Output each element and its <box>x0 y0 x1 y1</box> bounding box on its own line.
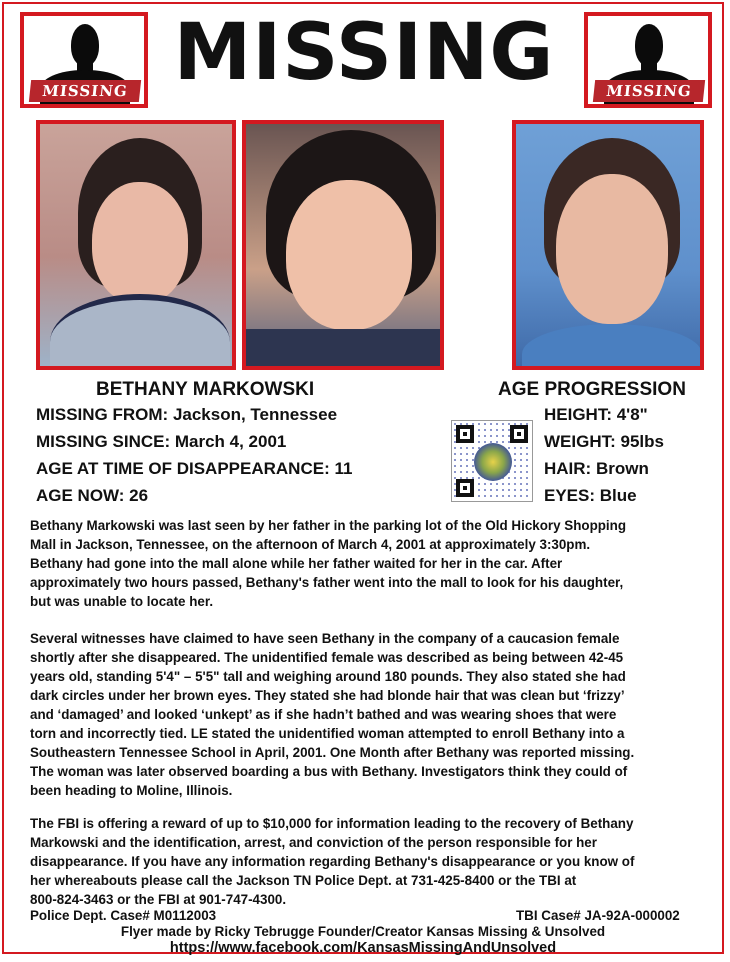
age-progression-heading: AGE PROGRESSION <box>498 379 686 400</box>
qr-finder <box>510 425 528 443</box>
text-line: been heading to Moline, Illinois. <box>30 783 233 798</box>
text-line: 800-824-3463 or the FBI at 901-747-4300. <box>30 892 287 907</box>
text-line: Markowski and the identification, arrest, and conviction of the person responsible for her <box>30 835 597 850</box>
missing-from: MISSING FROM: Jackson, Tennessee <box>36 405 338 424</box>
text-line: Bethany had gone into the mall alone while her father waited for her in the car. After <box>30 556 563 571</box>
text-line: The woman was later observed boarding a bus with Bethany. Investigators think they could of <box>30 764 628 779</box>
facebook-link[interactable]: https://www.facebook.com/KansasMissingAndUnsolved <box>169 940 557 956</box>
photo-face <box>92 182 188 304</box>
silhouette-head-icon <box>71 24 99 66</box>
text-line: but was unable to locate her. <box>30 594 214 609</box>
silhouette-head-icon <box>635 24 663 66</box>
height: HEIGHT: 4'8" <box>544 405 648 424</box>
page-title: MISSING <box>173 8 555 98</box>
text-line: disappearance. If you have any information regarding Bethany's disappearance or you know of <box>30 854 635 869</box>
age-at-disappearance: AGE AT TIME OF DISAPPEARANCE: 11 <box>36 459 353 478</box>
text-line: her whereabouts please call the Jackson TN Police Dept. at 731-425-8400 or the TBI at <box>30 873 577 888</box>
text-line: dark circles under her brown eyes. They stated she had blonde hair that was clean but ‘frizzy’ <box>30 688 625 703</box>
photo-face <box>286 180 412 330</box>
police-case-number: Police Dept. Case# M0112003 <box>30 908 217 923</box>
text-line: and ‘damaged’ and looked ‘unkept’ as if she hadn’t bathed and was wearing shoes that were <box>30 707 617 722</box>
qr-finder <box>456 425 474 443</box>
text-line: shortly after she disappeared. The unidentified female was described as being between 42-45 <box>30 650 624 665</box>
photo-age-progression <box>512 120 704 370</box>
photo-shirt <box>50 294 230 370</box>
missing-flyer <box>2 2 724 954</box>
missing-badge-label: MISSING <box>593 80 705 102</box>
text-line: torn and incorrectly tied. LE stated the unidentified woman attempted to enroll Bethany into a <box>30 726 625 741</box>
photo-shirt <box>522 324 702 370</box>
silhouette-badge-left <box>20 12 148 108</box>
text-line: Southeastern Tennessee School in April, 2001. One Month after Bethany was reported missing. <box>30 745 635 760</box>
silhouette-badge-right <box>584 12 712 108</box>
name-heading: BETHANY MARKOWSKI <box>96 379 315 400</box>
text-line: approximately two hours passed, Bethany's father went into the mall to look for his daughter, <box>30 575 624 590</box>
text-line: Mall in Jackson, Tennessee, on the afternoon of March 4, 2001 at approximately 3:30pm. <box>30 537 591 552</box>
paragraph-witnesses <box>30 629 706 800</box>
photo-child-2 <box>242 120 444 370</box>
missing-since: MISSING SINCE: March 4, 2001 <box>36 432 287 451</box>
missing-badge-label: MISSING <box>29 80 141 102</box>
text-line: The FBI is offering a reward of up to $10,000 for information leading to the recovery of Bethany <box>30 816 634 831</box>
flyer-credit: Flyer made by Ricky Tebrugge Founder/Creator Kansas Missing & Unsolved <box>120 924 606 939</box>
photo-shirt <box>246 329 444 370</box>
text-line: Several witnesses have claimed to have seen Bethany in the company of a caucasion female <box>30 631 620 646</box>
photo-child-1 <box>36 120 236 370</box>
paragraph-reward <box>30 814 706 909</box>
text-line: years old, standing 5'4" – 5'5" tall and weighing around 180 pounds. They also stated she had <box>30 669 626 684</box>
hair: HAIR: Brown <box>544 459 649 478</box>
paragraph-last-seen <box>30 516 706 611</box>
age-now: AGE NOW: 26 <box>36 486 149 505</box>
tbi-case-number: TBI Case# JA-92A-000002 <box>516 908 680 923</box>
qr-logo-icon <box>474 443 512 481</box>
text-line: Bethany Markowski was last seen by her father in the parking lot of the Old Hickory Shopping <box>30 518 627 533</box>
photo-face <box>556 174 668 324</box>
qr-code-icon[interactable] <box>451 420 533 502</box>
qr-finder <box>456 479 474 497</box>
eyes: EYES: Blue <box>544 486 637 505</box>
weight: WEIGHT: 95lbs <box>544 432 664 451</box>
